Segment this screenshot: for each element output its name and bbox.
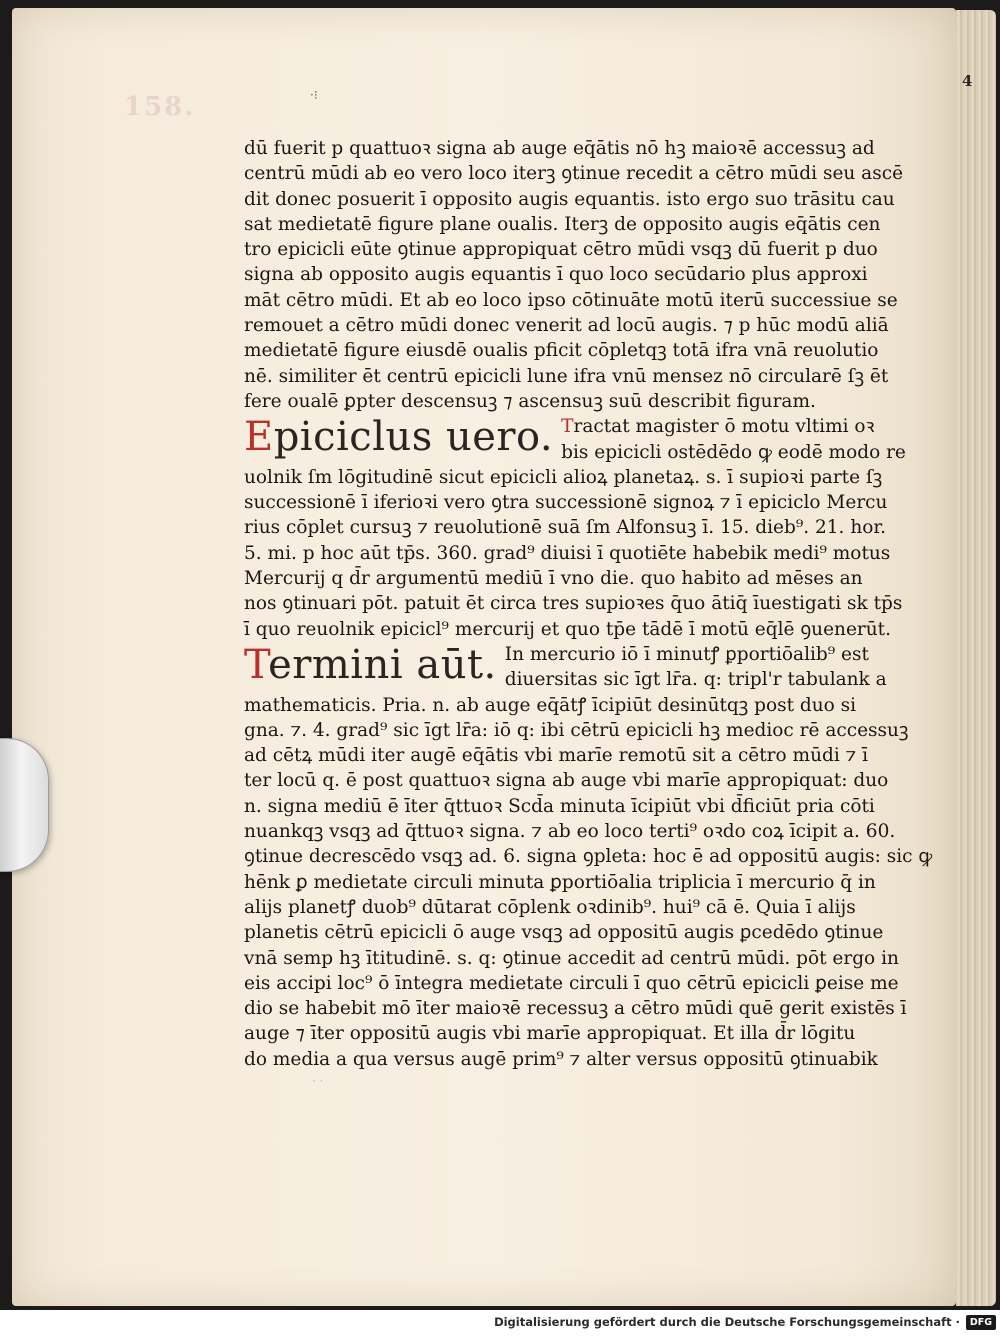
text-line: dit donec posuerit ī opposito augis equantis. isto ergo suo trāsitu cau xyxy=(244,188,895,210)
text-section-middle xyxy=(244,465,903,642)
text-line: remouet a cētro mūdi donec venerit ad locū augis. ⁊ p hūc modū aliā xyxy=(244,315,889,337)
text-line: ter locū q. ē post quattuoꝛ signa ab auge vbi marīe appropiquat: duo xyxy=(244,770,889,792)
text-line: planetis cētrū epicicli ō auge vsqꝫ ad oppositū augis ꝑcedēdo ꝯtinue xyxy=(244,922,884,944)
heading-epiciclus-lines xyxy=(561,414,906,465)
heading-termini-initial: T xyxy=(244,641,269,688)
text-line: In mercurio iō ī minutꝭ ꝑportiōalib⁹ est xyxy=(504,643,869,665)
heading-termini-row xyxy=(244,641,887,693)
text-section-top xyxy=(244,136,904,414)
heading-epiciclus-row xyxy=(244,414,906,465)
text-line: uolnik ſm lōgitudinē sicut epicicli alioꝝ planetaꝝ. s. ī supioꝛi parte ſꝫ xyxy=(244,466,883,488)
heading-epiciclus xyxy=(244,414,553,460)
text-line: tro epicicli eūte ꝯtinue appropiquat cētro mūdi vsqꝫ dū fuerit p duo xyxy=(244,239,878,261)
text-line: vnā semp hꝫ ītitudinē. s. q: ꝯtinue accedit ad centrū mūdi. pōt ergo in xyxy=(244,947,899,969)
funding-footer xyxy=(0,1310,1000,1336)
text-line: nuankqꝫ vsqꝫ ad q̄ttuoꝛ signa. ⁊ ab eo loco terti⁹ oꝛdo coꝝ īcipit a. 60. xyxy=(244,821,896,843)
text-line-content: ractat magister ō motu vltimi oꝛ xyxy=(573,416,875,438)
text-section-bottom xyxy=(244,693,933,1072)
text-line: alijs planetꝭ duob⁹ dūtarat cōplenk oꝛdinib⁹. hui⁹ cā ē. Quia ī alijs xyxy=(244,896,856,918)
main-text-block xyxy=(244,136,933,1072)
text-line: do media a qua versus augē prim⁹ ⁊ alter versus oppositū ꝯtinuabik xyxy=(244,1048,878,1070)
text-line: dio se habebit mō īter maioꝛē recessuꝫ a cētro mūdi quē gerit existēs ī xyxy=(244,998,907,1020)
text-line: nos ꝯtinuari pōt. patuit ēt circa tres supioꝛes q̄uo ātiq̄ īuestigati sk tp̄s xyxy=(244,593,903,615)
text-line: auge ⁊ īter oppositū augis vbi marīe appropiquat. Et illa d̄r lōgitu xyxy=(244,1023,856,1045)
dfg-logo: DFG xyxy=(966,1315,996,1330)
text-line: fere oualē ꝑpter descensuꝫ ⁊ ascensuꝫ suū describit figuram. xyxy=(244,390,816,412)
text-line: centrū mūdi ab eo vero loco iterꝫ ꝯtinue recedit a cētro mūdi seu ascē xyxy=(244,163,904,185)
text-line: gna. ⁊. 4. grad⁹ sic īgt lr̄a: iō q: ibi cētrū epicicli hꝫ medioc rē accessuꝫ xyxy=(244,719,909,741)
text-line: successionē ī iferioꝛi vero ꝯtra successionē signoꝝ ⁊ ī epiciclo Mercu xyxy=(244,492,888,514)
manuscript-page xyxy=(12,8,956,1306)
page-edges xyxy=(956,10,996,1306)
top-mark: ·⁝ xyxy=(310,88,318,102)
text-line: diuersitas sic īgt lr̄a. q: tripl'r tabulank a xyxy=(504,669,887,691)
text-line: 5. mi. p hoc aūt tp̄s. 360. grad⁹ diuisi ī quotiēte habebik medi⁹ motus xyxy=(244,542,891,564)
text-line: ī quo reuolnik epicicl⁹ mercurij et quo tp̄e tādē ī motū eq̄lē ꝯuenerūt. xyxy=(244,618,891,640)
heading-termini xyxy=(244,642,497,688)
heading-termini-text: ermini aūt. xyxy=(268,641,497,688)
rubric-initial: T xyxy=(561,416,574,438)
heading-epiciclus-initial: E xyxy=(244,414,274,461)
bottom-mark: · · xyxy=(312,1074,324,1088)
shelfmark-stamp: 158. xyxy=(124,92,196,122)
text-line: ad cētꝝ mūdi iter augē eq̄ātis vbi marīe remotū sit a cētro mūdi ⁊ ī xyxy=(244,745,869,767)
text-line: hēnk ꝑ medietate circuli minuta ꝑportiōalia triplicia ī mercurio q̄ in xyxy=(244,871,876,893)
text-line: dū fuerit p quattuoꝛ signa ab auge eq̄ātis nō hꝫ maioꝛē accessuꝫ ad xyxy=(244,138,875,159)
text-line: bis epicicli ostēdēdo ꝙ eodē modo re xyxy=(561,441,906,463)
heading-epiciclus-text: piciclus uero. xyxy=(273,414,554,461)
text-line: māt cētro mūdi. Et ab eo loco ipso cōtinuāte motū iterū successiue se xyxy=(244,289,898,311)
text-line: Mercurij q d̄r argumentū mediū ī vno die. quo habito ad mēses an xyxy=(244,568,863,590)
book-clasp xyxy=(0,738,49,872)
text-line: eis accipi loc⁹ ō īntegra medietate circuli ī quo cētrū epicicli ꝑeise me xyxy=(244,972,899,994)
funding-text: Digitalisierung gefördert durch die Deutsche Forschungsgemeinschaft · xyxy=(494,1315,960,1329)
text-line: n. signa mediū ē īter q̄ttuoꝛ Scd̄a minuta īcipiūt vbi d̄ficiūt pria cōti xyxy=(244,795,875,817)
text-line: mathematicis. Pria. n. ab auge eq̄ātꝭ īcipiūt desinūtqꝫ post duo si xyxy=(244,694,857,716)
page-number: 4 xyxy=(962,72,973,90)
text-line: medietatē figure eiusdē oualis pficit cōpletqꝫ totā ifra vnā reuolutio xyxy=(244,340,879,362)
heading-termini-lines xyxy=(505,642,887,693)
text-line xyxy=(561,414,906,439)
text-line: rius cōplet cursuꝫ ⁊ reuolutionē suā ſm Alfonsuꝫ ī. 15. dieb⁹. 21. hor. xyxy=(244,517,887,539)
text-line: sat medietatē figure plane oualis. Iterꝫ de opposito augis eq̄ātis cen xyxy=(244,213,881,235)
text-line: signa ab opposito augis equantis ī quo loco secūdario plus approxi xyxy=(244,264,868,286)
text-line: nē. similiter ēt centrū epicicli lune ifra vnū mensez nō circularē ſꝫ ēt xyxy=(244,365,889,387)
text-line: ꝯtinue decrescēdo vsqꝫ ad. 6. signa ꝯpleta: hoc ē ad oppositū augis: sic ꝙ xyxy=(244,846,933,868)
